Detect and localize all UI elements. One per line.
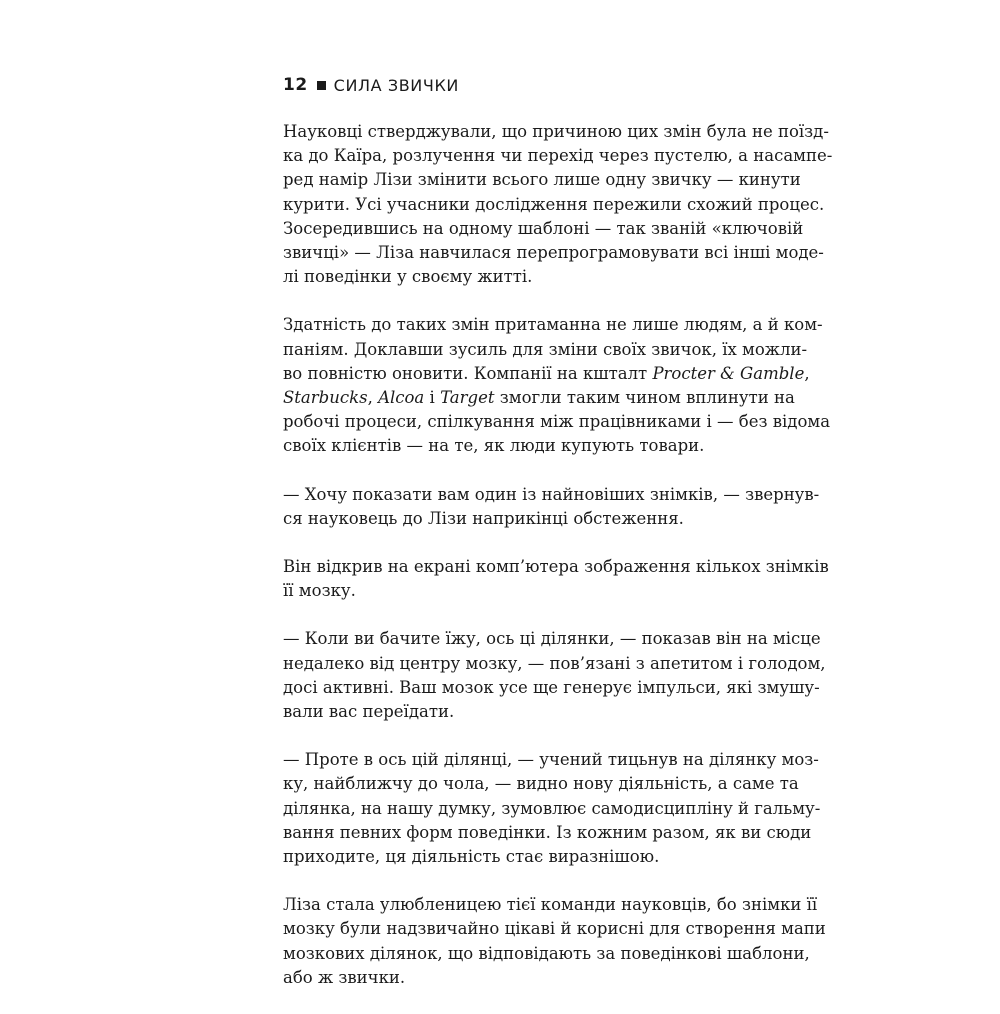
text-line: мозку були надзвичайно цікаві й корисні для створення мапи [283,919,826,939]
company-name: Alcoa [378,388,425,408]
text-line: — Хочу показати вам один із найновіших знімків, — звернув- [283,484,820,504]
paragraph [283,120,833,289]
paragraph [283,483,820,531]
text-line: ділянка, на нашу думку, зумовлює самодисципліну й гальму- [283,798,821,818]
running-head [283,73,459,97]
text-line: звичці» — Ліза навчилася перепрограмовувати всі інші моде- [283,243,824,263]
paragraph [283,748,821,869]
body-text [283,120,833,1014]
text-line: Він відкрив на екрані комп’ютера зображення кількох знімків [283,557,829,577]
paragraph [283,313,831,458]
text-line: приходите, ця діяльність стає виразнішою. [283,847,660,867]
text-segment: , [367,388,379,408]
text-line: її мозку. [283,581,356,601]
text-line [283,362,810,386]
company-name: Procter & Gamble [652,363,805,383]
paragraph [283,893,826,990]
text-line: ка до Каїра, розлучення чи перехід через пустелю, а насампе- [283,146,833,166]
text-line: Ліза стала улюбленицею тієї команди науковців, бо знімки її [283,895,818,915]
paragraph [283,555,829,603]
text-line: вали вас переїдати. [283,702,455,722]
text-line: ку, найближчу до чола, — видно нову діяльність, а саме та [283,774,799,794]
text-line [283,386,795,410]
text-line: або ж звички. [283,967,406,987]
text-line: лі поведінки у своєму житті. [283,267,533,287]
text-line: своїх клієнтів — на те, як люди купують товари. [283,436,705,456]
text-line: вання певних форм поведінки. Із кожним разом, як ви сюди [283,822,812,842]
paragraph [283,627,826,724]
page-number: 12 [283,75,308,95]
text-line: — Проте в ось цій ділянці, — учений тицьнув на ділянку моз- [283,750,819,770]
text-segment: і [424,388,441,408]
text-line: Здатність до таких змін притаманна не лише людям, а й ком- [283,315,823,335]
text-line: ся науковець до Лізи наприкінці обстеження. [283,508,684,528]
text-line: курити. Усі учасники дослідження пережили схожий процес. [283,194,825,214]
text-line: паніям. Доклавши зусиль для зміни своїх звичок, їх можли- [283,339,808,359]
separator-square-icon [317,81,326,90]
company-name: Starbucks [283,388,368,408]
text-line: недалеко від центру мозку, — пов’язані з апетитом і голодом, [283,653,826,673]
text-segment: во повністю оновити. Компанії на кшталт [283,363,653,383]
text-line: мозкових ділянок, що відповідають за поведінкові шаблони, [283,943,810,963]
text-line: — Коли ви бачите їжу, ось ці ділянки, — показав він на місце [283,629,821,649]
text-segment: змогли таким чином вплинути на [494,388,795,408]
text-line: Зосередившись на одному шаблоні — так званій «ключовій [283,218,804,238]
book-title: СИЛА ЗВИЧКИ [333,75,459,95]
text-line: ред намір Лізи змінити всього лише одну звичку — кинути [283,170,801,190]
text-line: Науковці стверджували, що причиною цих змін була не поїзд- [283,122,829,141]
text-segment: , [804,363,810,383]
text-line: робочі процеси, спілкування між працівниками і — без відома [283,412,831,432]
text-line: досі активні. Ваш мозок усе ще генерує імпульси, які змушу- [283,677,820,697]
company-name: Target [440,388,495,408]
